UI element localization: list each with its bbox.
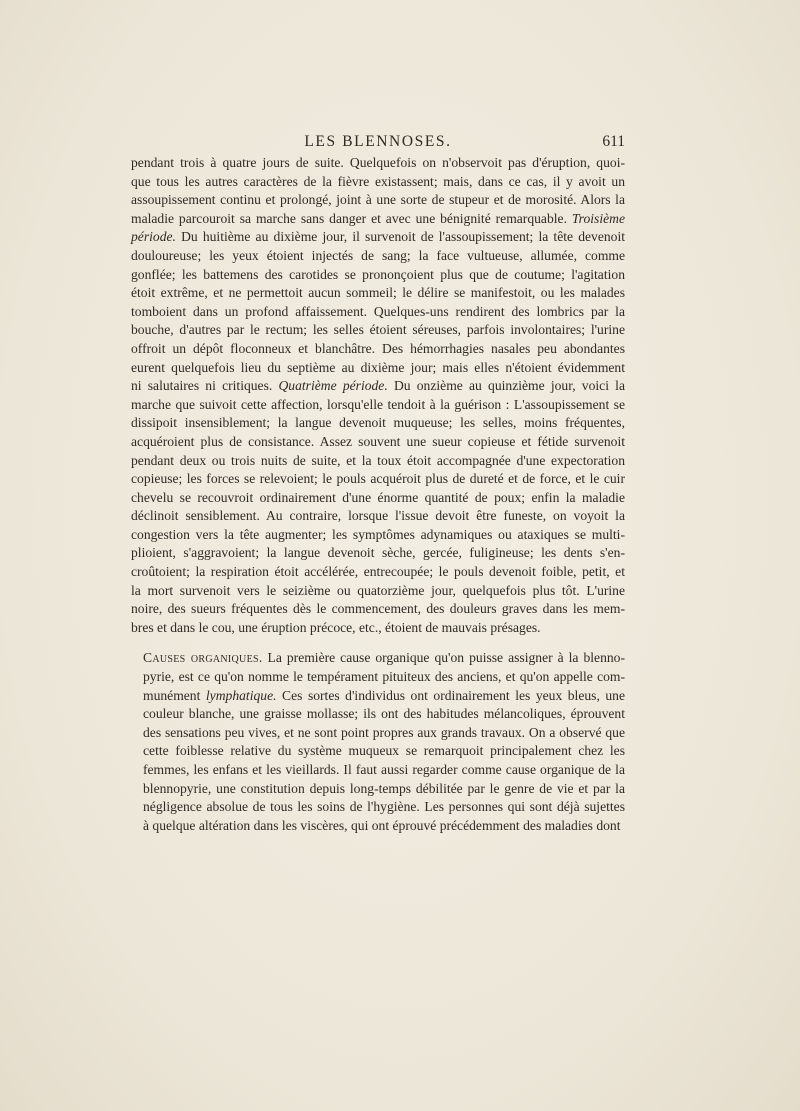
text-line: femmes, les enfans et les vieillards. Il faut aussi regarder comme cause organique de la bbox=[143, 762, 625, 777]
text-line: couleur blanche, une graisse mollasse; ils ont des habitudes mélancoliques, éprouvent bbox=[143, 706, 625, 722]
text-line: maladie parcouroit sa marche sans danger et avec une bénignité remarquable. Troisième bbox=[131, 210, 625, 226]
text-line: tomboient dans un profond affaissement. Quelques-uns rendirent des lombrics par la bbox=[131, 303, 625, 319]
text-line: assoupissement continu et prolongé, joint à une sorte de stupeur et de morosité. Alors la bbox=[131, 192, 625, 208]
text-line: acquéroient plus de consistance. Assez souvent une sueur copieuse et fétide survenoit bbox=[131, 433, 625, 449]
paragraph-1 bbox=[131, 154, 625, 637]
text-line: pendant deux ou trois nuits de suite, et la toux étoit accompagnée d'une expectoration bbox=[131, 452, 625, 468]
running-title: LES BLENNOSES. bbox=[304, 133, 452, 150]
text-line: pendant trois à quatre jours de suite. Quelquefois on n'observoit pas d'éruption, quoi- bbox=[131, 155, 625, 170]
text-line: croûtoient; la respiration étoit accélérée, entrecoupée; le pouls devenoit foible, petit, et bbox=[131, 564, 625, 580]
paragraph-2 bbox=[131, 649, 625, 835]
text-line: marche que suivoit cette affection, lorsqu'elle tendoit à la guérison : L'assoupissement se bbox=[131, 396, 625, 412]
text-line: offroit un dépôt floconneux et blanchâtre. Des hémorrhagies nasales peu abondantes bbox=[131, 340, 625, 356]
text-line: bres et dans le cou, une éruption précoce, etc., étoient de mauvais présages. bbox=[131, 619, 541, 635]
text-line: congestion vers la tête augmenter; les symptômes adynamiques ou ataxiques se multi- bbox=[131, 526, 625, 542]
text-line: pyrie, est ce qu'on nomme le tempérament pituiteux des anciens, et qu'on appelle com- bbox=[143, 669, 625, 685]
text-line: cette foiblesse relative du système muqueux se remarquoit principalement chez les bbox=[143, 743, 625, 759]
text-line: munément lymphatique. Ces sortes d'individus ont ordinairement les yeux bleus, une bbox=[143, 687, 626, 703]
text-line: dissipoit insensiblement; la langue devenoit muqueuse; les selles, moins fréquentes, bbox=[131, 415, 625, 431]
text-line: gonflée; les battemens des carotides se prononçoient plus que de coutume; l'agitation bbox=[131, 266, 625, 282]
text-line: noire, des sueurs fréquentes dès le commencement, des douleurs graves dans les mem- bbox=[131, 601, 625, 617]
text-line: à quelque altération dans les viscères, qui ont éprouvé précédemment des maladies dont bbox=[143, 817, 621, 833]
text-line: ni salutaires ni critiques. Quatrième période. Du onzième au quinzième jour, voici la bbox=[131, 378, 625, 394]
text-line: chevelu se recouvroit ordinairement d'une énorme quantité de poux; enfin la maladie bbox=[131, 489, 625, 505]
text-line: plioient, s'aggravoient; la langue devenoit sèche, gercée, fuligineuse; les dents s'en- bbox=[131, 545, 625, 561]
text-line: des sensations peu vives, et ne sont point propres aux grands travaux. On a observé que bbox=[143, 724, 625, 740]
running-head bbox=[131, 133, 625, 155]
text-line: déclinoit sensiblement. Au contraire, lorsque l'issue devoit être funeste, on voyoit la bbox=[131, 508, 625, 524]
text-line: douloureuse; les yeux étoient injectés de sang; la face vultueuse, allumée, comme bbox=[131, 247, 625, 263]
text-line: Causes organiques. La première cause organique qu'on puisse assigner à la blenno- bbox=[143, 650, 625, 666]
text-line: étoit extrême, et ne permettoit aucun sommeil; le délire se manifestoit, ou les malades bbox=[131, 285, 625, 301]
page-number: 611 bbox=[602, 133, 625, 150]
text-line: eurent quelquefois lieu du septième au dixième jour; mais elles n'étoient évidemment bbox=[131, 359, 625, 375]
text-line: négligence absolue de tous les soins de l'hygiène. Les personnes qui sont déjà sujettes bbox=[143, 799, 625, 815]
body-text bbox=[131, 154, 625, 835]
text-line: bouche, d'autres par le rectum; les selles étoient séreuses, parfois involontaires; l'urine bbox=[131, 322, 625, 338]
text-line: que tous les autres caractères de la fièvre existassent; mais, dans ce cas, il y avoit un bbox=[131, 173, 625, 189]
text-line: la mort survenoit vers le seizième ou quatorzième jour, quelquefois plus tôt. L'urine bbox=[131, 582, 625, 598]
text-line: copieuse; les forces se relevoient; le pouls acquéroit plus de dureté et de force, et le cuir bbox=[131, 471, 625, 487]
text-line: période. Du huitième au dixième jour, il survenoit de l'assoupissement; la tête devenoit bbox=[131, 229, 625, 245]
text-line: blennopyrie, une constitution depuis long-temps débilitée par le genre de vie et par la bbox=[143, 780, 625, 796]
